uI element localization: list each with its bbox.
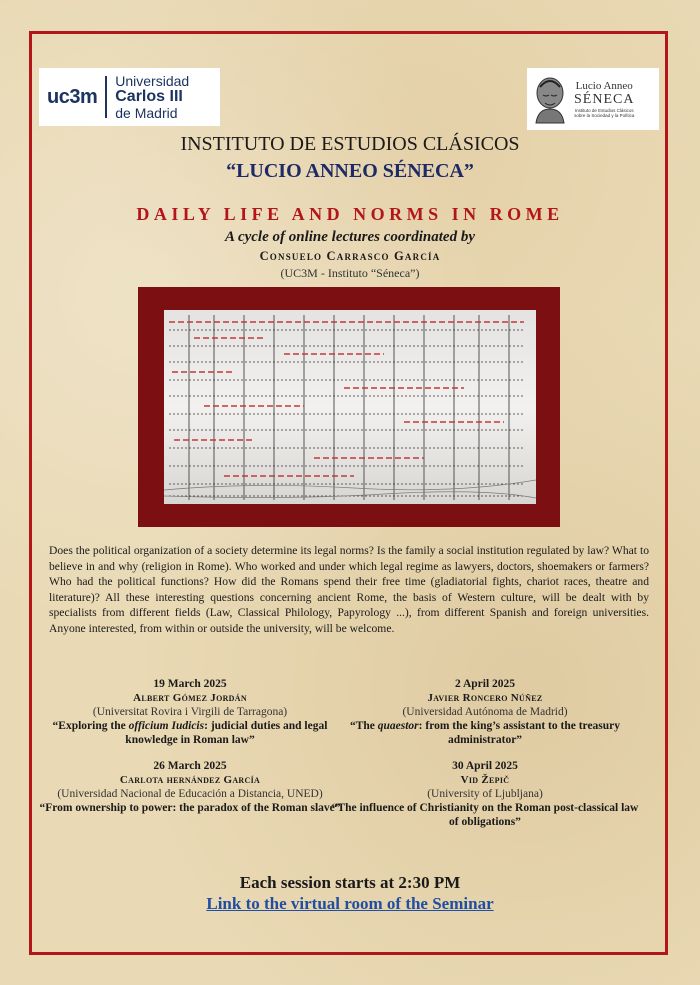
cycle-title: DAILY LIFE AND NORMS IN ROME (136, 204, 564, 224)
seneca-logo-line4: sobre la Sociedad y la Política (574, 113, 635, 118)
uc3m-university-name (115, 73, 189, 121)
lecture-date: 26 March 2025 (153, 760, 227, 772)
lecture-title-latin-term: quaestor (377, 720, 419, 732)
uc3m-wordmark: uc3m (47, 85, 98, 108)
seneca-logo-line1: Lucio Anneo (575, 79, 633, 92)
institute-name: “LUCIO ANNEO SÉNECA” (226, 160, 474, 182)
coordinator-affiliation: (UC3M - Instituto “Séneca”) (280, 266, 420, 280)
lecture-speaker: Javier Roncero Núñez (427, 692, 543, 704)
lecture-university: (Universidad Nacional de Educación a Distancia, UNED) (57, 788, 323, 800)
institute-heading: INSTITUTO DE ESTUDIOS CLÁSICOS (180, 133, 520, 155)
roman-calendar-inscription-image (164, 310, 536, 504)
lecture-university: (Universidad Autónoma de Madrid) (402, 706, 568, 718)
lecture-title-end: : from the king’s assistant to the treasury administrator” (418, 720, 621, 746)
uc3m-line2: Carlos III (115, 88, 183, 105)
lecture-card (35, 759, 345, 815)
logo-divider (105, 76, 107, 118)
lecture-date: 2 April 2025 (454, 678, 516, 690)
seneca-institute-logo (527, 68, 659, 130)
lecture-title (35, 719, 345, 747)
lecture-speaker: Carlota hernández García (119, 774, 261, 786)
lecture-date: 30 April 2025 (452, 760, 518, 772)
cycle-subtitle: A cycle of online lectures coordinated by (225, 229, 475, 245)
seneca-logo-line3: Instituto de Estudios Clásicos (574, 107, 634, 113)
lecture-university: (Universitat Rovira i Virgili de Tarragona) (92, 706, 288, 718)
lecture-university: (University of Ljubljana) (427, 788, 543, 800)
lecture-title: “From ownership to power: the paradox of the Roman slave” (39, 802, 341, 814)
fasti-photo-frame (138, 287, 560, 527)
lecture-title-end: : judicial duties and legal knowledge in Roman law” (125, 720, 328, 746)
lecture-title-start: “The (349, 720, 378, 732)
lecture-date: 19 March 2025 (153, 678, 227, 690)
lecture-card (330, 677, 640, 747)
lecture-speaker: Albert Gómez Jordán (133, 692, 247, 704)
lecture-title: “The influence of Christianity on the Roman post-classical law of obligations” (331, 802, 639, 828)
lecture-title-latin-term: officium Iudicis (128, 720, 205, 732)
lecture-title (330, 719, 640, 747)
uc3m-line1: Universidad (115, 73, 190, 89)
seneca-bust-icon (530, 73, 570, 125)
lecture-title-start: “Exploring the (52, 720, 129, 732)
intro-paragraph: Does the political organization of a society determine its legal norms? Is the family a social institution regulated by law? What to believe in and why (religion in Rome). Who worked and under which legal regime as lawyers, doctors, shoemakers or farmers? Who had the political functions? How did the Romans spend their free time (gladiatorial fights, chariot races, theatre and literature)? All these interesting questions concerning ancient Rome, the basis of Western culture, will be dealt with by specialists from different fields (Law, Classical Philology, Papyrology ...), from different Spanish and foreign universities. Anyone interested, from within or outside the university, will be welcome. (49, 544, 649, 635)
uc3m-line3: de Madrid (115, 105, 178, 121)
virtual-room-link[interactable]: Link to the virtual room of the Seminar (206, 894, 494, 913)
seneca-logo-line2: SÉNECA (574, 91, 635, 107)
lecture-card (35, 677, 345, 747)
lecture-speaker: Vid Žepič (460, 774, 510, 786)
coordinator-name: Consuelo Carrasco García (259, 249, 441, 263)
lecture-card (330, 759, 640, 829)
session-time: Each session starts at 2:30 PM (239, 873, 461, 892)
uc3m-logo (39, 68, 220, 126)
